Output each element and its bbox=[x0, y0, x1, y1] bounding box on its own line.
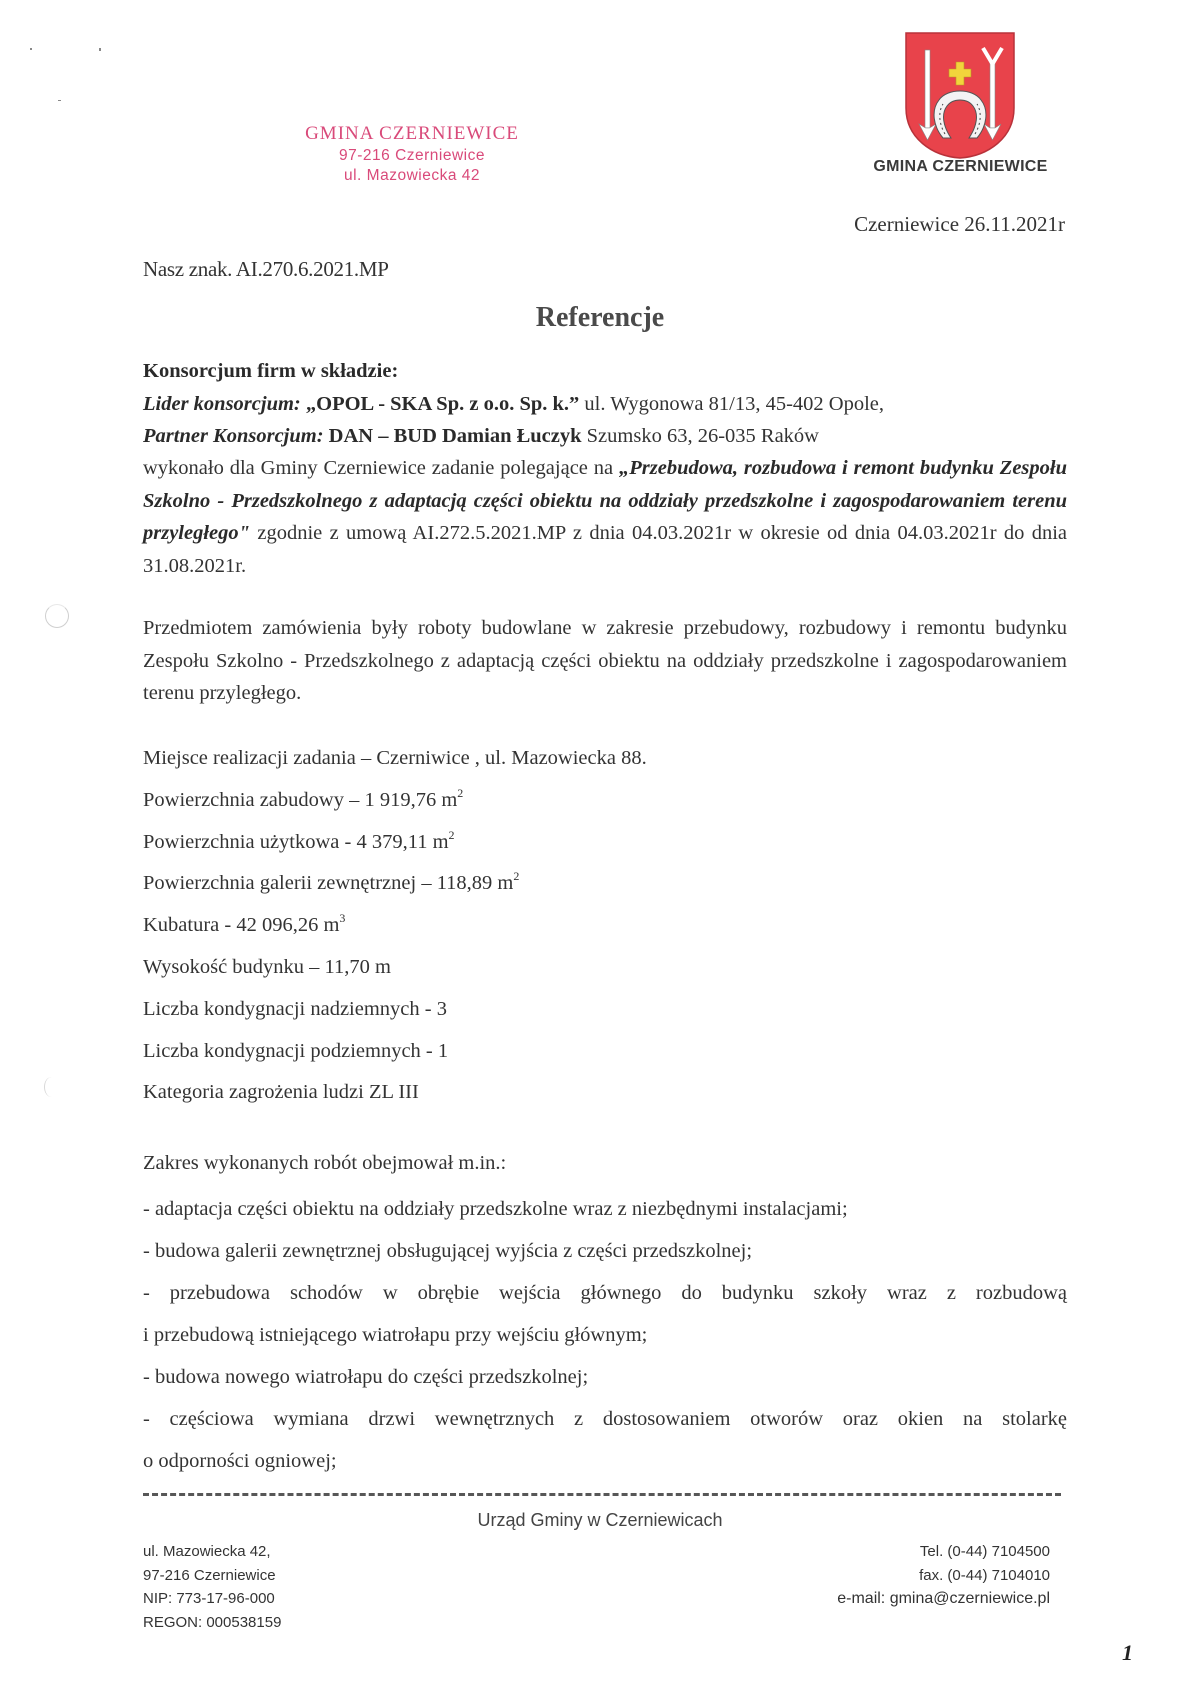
scan-speck bbox=[58, 100, 61, 101]
parameter-row bbox=[143, 993, 647, 1035]
parameter-floors-below: Liczba kondygnacji podziemnych - 1 bbox=[143, 1039, 449, 1062]
punch-hole-mark bbox=[44, 1077, 59, 1097]
footer-phone: Tel. (0-44) 7104500 bbox=[919, 1543, 1050, 1560]
parameter-height: Wysokość budynku – 11,70 m bbox=[143, 955, 391, 978]
footer-nip: NIP: 773-17-96-000 bbox=[143, 1590, 275, 1607]
unit-exponent: 2 bbox=[448, 827, 455, 842]
parameter-row bbox=[143, 1076, 647, 1118]
footer-fax: fax. (0-44) 7104010 bbox=[919, 1566, 1050, 1584]
parameter-row bbox=[143, 826, 647, 868]
coat-of-arms-icon bbox=[903, 30, 1017, 160]
unit-exponent: 2 bbox=[457, 785, 464, 800]
footer-street: ul. Mazowiecka 42, bbox=[143, 1543, 271, 1560]
scope-item: i przebudową istniejącego wiatrołapu przy wejściu głównym; bbox=[143, 1324, 648, 1346]
municipality-name: GMINA CZERNIEWICE bbox=[873, 158, 1048, 175]
partner-address: Szumsko 63, 26-035 Raków bbox=[586, 425, 819, 447]
scope-heading: Zakres wykonanych robót obejmował m.in.: bbox=[143, 1152, 507, 1174]
page-title: Referencje bbox=[535, 302, 665, 333]
footer-contact bbox=[837, 1540, 1050, 1611]
stamp-name: GMINA CZERNIEWICE bbox=[305, 123, 519, 144]
task-text bbox=[143, 452, 1067, 582]
parameter-floors-above: Liczba kondygnacji nadziemnych - 3 bbox=[143, 997, 447, 1020]
parameter-usable-area: Powierzchnia użytkowa - 4 379,11 m bbox=[143, 830, 449, 853]
stamp-postal: 97-216 Czerniewice bbox=[339, 147, 485, 164]
subject-paragraph bbox=[143, 612, 1067, 710]
consortium-heading: Konsorcjum firm w składzie: bbox=[143, 360, 399, 382]
subject-text: Przedmiotem zamówienia były roboty budowlane w zakresie przebudowy, rozbudowy i remontu budynku Zespołu Szkolno - Przedszkolnego z adaptacją części obiektu na oddziały przedszkolne i zagospodarowaniem terenu przyległego. bbox=[143, 617, 1067, 704]
office-stamp bbox=[262, 122, 562, 186]
parameter-row bbox=[143, 951, 647, 993]
scan-speck bbox=[99, 48, 101, 51]
scope-item: - budowa nowego wiatrołapu do części przedszkolnej; bbox=[143, 1366, 589, 1388]
letter-date: Czerniewice 26.11.2021r bbox=[854, 212, 1065, 236]
footer-address bbox=[143, 1540, 281, 1634]
consortium-leader bbox=[143, 388, 1067, 421]
reference-number: Nasz znak. AI.270.6.2021.MP bbox=[143, 257, 389, 281]
parameter-row bbox=[143, 867, 647, 909]
leader-label: Lider konsorcjum: bbox=[143, 392, 301, 415]
parameter-row bbox=[143, 784, 647, 826]
parameter-location: Miejsce realizacji zadania – Czerniwice , ul. Mazowiecka 88. bbox=[143, 747, 647, 769]
parameter-row bbox=[143, 909, 647, 951]
task-intro: wykonało dla Gminy Czerniewice zadanie polegające na bbox=[143, 457, 619, 479]
scope-item: - budowa galerii zewnętrznej obsługującej wyjścia z części przedszkolnej; bbox=[143, 1240, 753, 1262]
scope-list bbox=[143, 1193, 1067, 1487]
consortium-partner bbox=[143, 420, 1067, 453]
footer-office-name: Urząd Gminy w Czerniewicach bbox=[477, 1510, 723, 1530]
scope-item: - częściowa wymiana drzwi wewnętrznych z dostosowaniem otworów oraz okien na stolarkę bbox=[143, 1408, 1067, 1430]
footer-email[interactable]: e-mail: gmina@czerniewice.pl bbox=[837, 1590, 1050, 1607]
unit-exponent: 3 bbox=[339, 911, 346, 926]
footer-regon: REGON: 000538159 bbox=[143, 1613, 282, 1631]
parameter-built-area: Powierzchnia zabudowy – 1 919,76 m bbox=[143, 788, 458, 811]
scope-item: - przebudowa schodów w obrębie wejścia głównego do budynku szkoły wraz z rozbudową bbox=[143, 1282, 1067, 1304]
parameter-row bbox=[143, 742, 647, 784]
building-parameters bbox=[143, 742, 647, 1118]
parameter-volume: Kubatura - 42 096,26 m bbox=[143, 914, 340, 937]
task-contract: zgodnie z umową AI.272.5.2021.MP z dnia 04.03.2021r w okresie od dnia 04.03.2021r do dnia 31.08.2021r. bbox=[143, 522, 1067, 577]
footer-postal: 97-216 Czerniewice bbox=[143, 1566, 276, 1584]
partner-name: DAN – BUD Damian Łuczyk bbox=[328, 425, 582, 447]
leader-address: ul. Wygonowa 81/13, 45-402 Opole, bbox=[584, 392, 885, 415]
stamp-street: ul. Mazowiecka 42 bbox=[343, 167, 480, 184]
parameter-gallery-area: Powierzchnia galerii zewnętrznej – 118,89 m bbox=[143, 872, 514, 895]
punch-hole-mark bbox=[45, 604, 69, 628]
partner-label: Partner Konsorcjum: bbox=[143, 425, 324, 447]
scope-item: - adaptacja części obiektu na oddziały przedszkolne wraz z niezbędnymi instalacjami; bbox=[143, 1198, 848, 1220]
task-paragraph bbox=[143, 452, 1067, 582]
task-name: „Przebudowa, rozbudowa i remont budynku Zespołu Szkolno - Przedszkolnego z adaptacją części obiektu na oddziały przedszkolne i zagospodarowaniem terenu przyległego" bbox=[143, 457, 1067, 544]
footer-divider bbox=[143, 1493, 1061, 1496]
page-number: 1 bbox=[1122, 1640, 1133, 1665]
leader-name: „OPOL - SKA Sp. z o.o. Sp. k.” bbox=[305, 392, 580, 415]
parameter-row bbox=[143, 1035, 647, 1077]
consortium-block bbox=[143, 355, 1067, 453]
scope-item: o odporności ogniowej; bbox=[143, 1450, 337, 1472]
unit-exponent: 2 bbox=[513, 869, 520, 884]
scan-speck bbox=[30, 48, 32, 50]
parameter-hazard-category: Kategoria zagrożenia ludzi ZL III bbox=[143, 1081, 419, 1104]
